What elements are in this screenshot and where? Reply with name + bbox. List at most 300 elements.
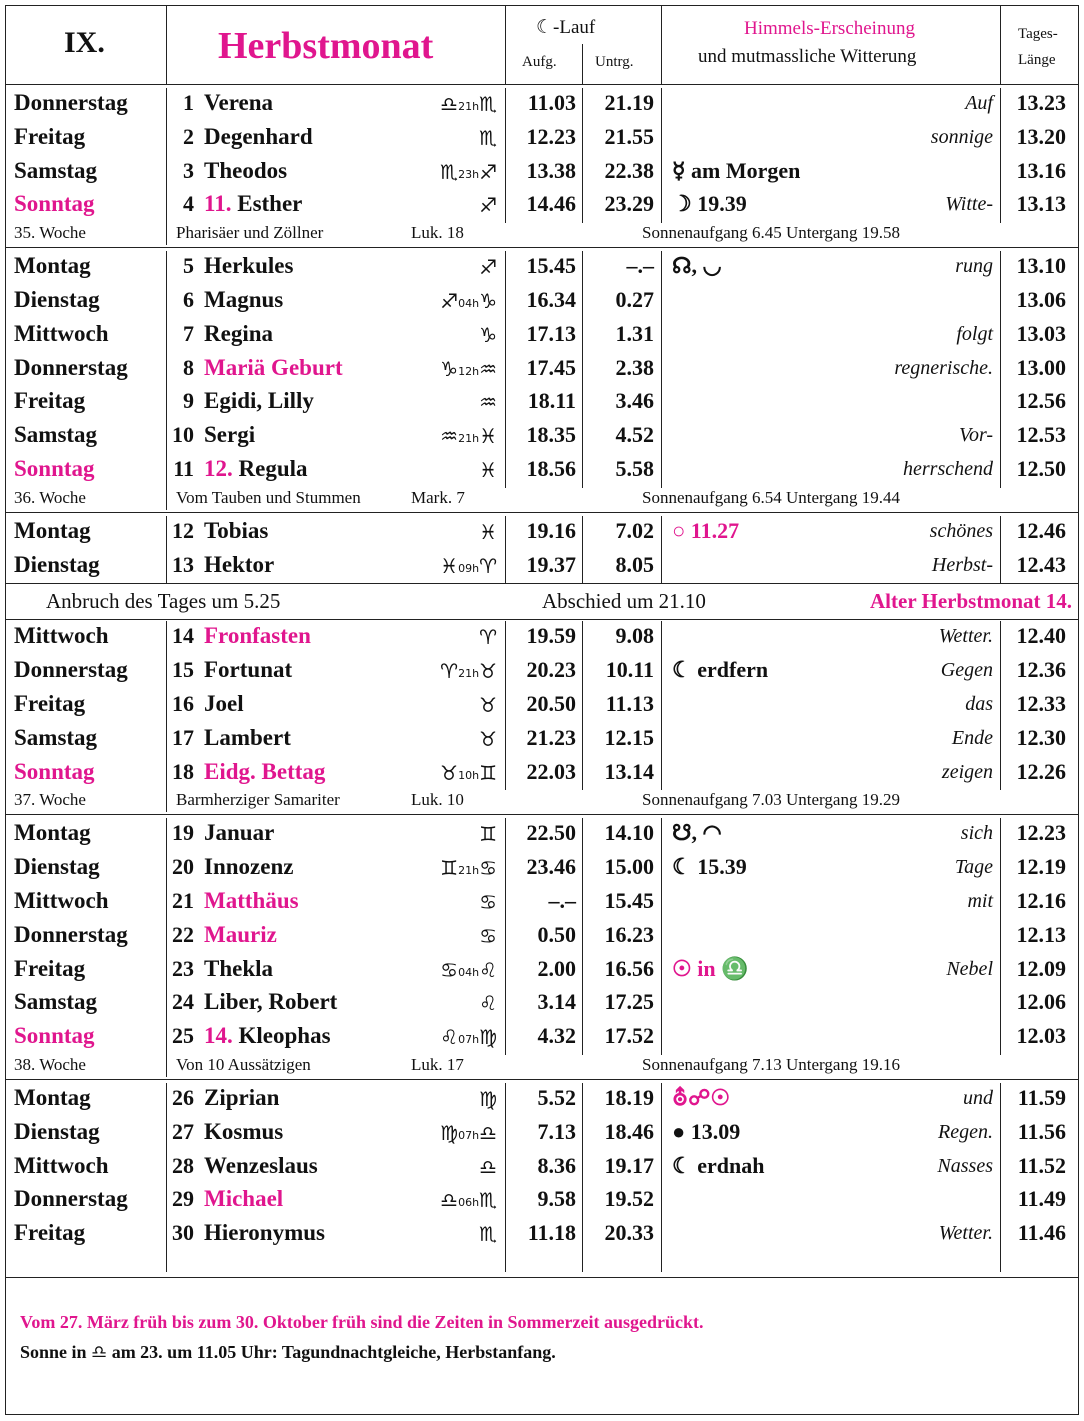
moon-set-time: 1.31 — [615, 320, 654, 346]
day-length: 13.10 — [1016, 253, 1066, 279]
saint-name-cell — [204, 287, 283, 313]
weekday-label: Donnerstag — [14, 354, 128, 380]
day-length: 12.03 — [1016, 1023, 1066, 1049]
weather-text: Vor- — [958, 424, 993, 447]
day-number: 13 — [172, 551, 194, 577]
zodiac-from-icon: ♒ — [440, 424, 459, 449]
saint-name-cell — [204, 388, 314, 414]
weekday-label: Sonntag — [14, 758, 95, 784]
zodiac-cell — [479, 255, 497, 279]
moon-set-time: 7.02 — [615, 517, 654, 543]
moon-rise-time: 17.13 — [526, 320, 576, 346]
zodiac-icon: ♐ — [479, 193, 497, 218]
zodiac-from-icon: ♋ — [440, 957, 459, 982]
set-header: Untrg. — [595, 54, 634, 70]
moon-set-time: 20.33 — [604, 1220, 654, 1246]
zodiac-cell — [479, 520, 497, 544]
saint-name: Mauriz — [204, 921, 277, 947]
weekday-label: Freitag — [14, 955, 86, 981]
day-length: 11.52 — [1017, 1152, 1066, 1178]
zodiac-change-time: 23h — [458, 167, 480, 181]
week-label: 37. Woche — [14, 790, 86, 810]
day-number: 20 — [172, 854, 194, 880]
zodiac-icon: ♐ — [479, 159, 497, 184]
zodiac-change-time: 04h — [458, 297, 480, 310]
moon-rise-time: 12.23 — [526, 123, 576, 149]
day-length: 11.59 — [1017, 1085, 1066, 1110]
sunrise-sunset: Sonnenaufgang 7.03 Untergang 19.29 — [642, 790, 900, 810]
moon-rise-time: 11.18 — [527, 1220, 576, 1246]
saint-name: Matthäus — [204, 888, 299, 913]
celestial-event: ⛢☍☉ — [672, 1085, 731, 1110]
moon-rise-time: 8.36 — [537, 1152, 576, 1178]
saint-name: Ziprian — [204, 1085, 280, 1110]
weekday-label: Mittwoch — [14, 1152, 109, 1178]
zodiac-cell — [440, 1025, 497, 1049]
saint-name-cell — [204, 518, 268, 544]
zodiac-cell — [479, 126, 497, 150]
saint-name-cell — [204, 759, 325, 785]
moon-set-time: 17.25 — [604, 989, 654, 1015]
day-number: 22 — [172, 921, 194, 947]
zodiac-from-icon: ♓ — [440, 553, 459, 578]
weekday-label: Donnerstag — [14, 90, 128, 115]
zodiac-change-time: 06h — [458, 1196, 480, 1210]
zodiac-icon: ♎ — [479, 1154, 497, 1179]
gospel-reference: Mark. 7 — [411, 487, 465, 507]
moon-set-time: 19.17 — [604, 1152, 654, 1178]
day-number: 6 — [183, 287, 194, 312]
moon-rise-time: 15.45 — [526, 253, 576, 279]
saint-name: Egidi, Lilly — [204, 388, 314, 414]
weekday-label: Sonntag — [14, 456, 95, 481]
weekday-label: Donnerstag — [14, 1186, 128, 1212]
weekday-label: Donnerstag — [14, 657, 128, 683]
gospel-reference: Luk. 10 — [411, 790, 464, 810]
month-title: Herbstmonat — [218, 25, 434, 67]
moon-rise-time: 19.59 — [526, 623, 576, 649]
zodiac-icon: ♒ — [479, 356, 497, 381]
celestial-event: ☾ erdnah — [672, 1152, 765, 1178]
zodiac-change-time: 10h — [458, 768, 480, 782]
zodiac-icon: ♓ — [479, 458, 497, 482]
day-number: 18 — [172, 758, 194, 784]
saint-name: Hieronymus — [204, 1220, 325, 1246]
day-length: 13.20 — [1016, 123, 1066, 149]
equinox-note-text: am 23. um 11.05 Uhr: Tagundnachtgleiche, Herbstanfang. — [111, 1342, 556, 1362]
weekday-label: Montag — [14, 253, 91, 279]
saint-name-cell — [204, 1085, 279, 1111]
weather-text: sonnige — [930, 125, 993, 148]
day-length: 12.43 — [1016, 551, 1066, 577]
sunday-number: 12. — [204, 456, 233, 481]
zodiac-change-time: 21h — [458, 667, 480, 681]
zodiac-from-icon: ♊ — [440, 856, 459, 881]
saint-name: Theodos — [204, 157, 288, 183]
zodiac-cell — [479, 890, 497, 914]
moon-set-time: 16.23 — [604, 921, 654, 947]
saint-name-cell — [204, 158, 287, 184]
zodiac-from-icon: ♌ — [440, 1025, 459, 1050]
day-length: 12.13 — [1016, 921, 1066, 947]
moon-rise-time: 14.46 — [526, 191, 576, 217]
celestial-event: ☿ am Morgen — [672, 157, 801, 183]
zodiac-icon: ♌ — [479, 957, 497, 982]
weekday-label: Samstag — [14, 157, 98, 183]
zodiac-from-icon: ♉ — [440, 760, 459, 785]
saint-name-cell — [204, 820, 274, 846]
moon-set-time: 9.08 — [615, 623, 654, 649]
weather-text: Nebel — [946, 957, 993, 980]
moon-rise-time: 22.50 — [526, 820, 576, 846]
gospel-text: Barmherziger Samariter — [176, 790, 340, 810]
weekday-label: Dienstag — [14, 287, 100, 312]
celestial-event: ☾ 15.39 — [672, 854, 747, 880]
day-length: 12.36 — [1016, 657, 1066, 683]
moon-set-time: 3.46 — [615, 388, 654, 414]
zodiac-cell — [440, 659, 497, 683]
moon-rise-time: 2.00 — [537, 955, 576, 981]
zodiac-icon: ♐ — [479, 255, 497, 280]
moon-rise-time: 19.37 — [526, 551, 576, 577]
zodiac-icon: ♊ — [479, 760, 497, 785]
moon-rise-time: 17.45 — [526, 354, 576, 380]
moon-rise-time: 20.50 — [526, 691, 576, 716]
equinox-note-prefix: Sonne in — [20, 1342, 87, 1362]
daylength-header-1: Tages- — [1018, 26, 1058, 42]
weekday-label: Samstag — [14, 724, 98, 750]
gospel-text: Von 10 Aussätzigen — [176, 1055, 311, 1074]
day-number: 8 — [183, 354, 194, 380]
old-month-note: Alter Herbstmonat 14. — [870, 589, 1072, 614]
weather-text: Herbst- — [931, 553, 993, 576]
saint-name: Lambert — [204, 724, 291, 750]
dawn-text: Anbruch des Tages um 5.25 — [46, 589, 281, 614]
month-roman-numeral: IX. — [64, 26, 105, 59]
weather-text: rung — [955, 255, 993, 278]
day-length: 12.50 — [1016, 456, 1066, 481]
zodiac-icon: ♋ — [479, 923, 497, 948]
moon-rise-time: 20.23 — [526, 657, 576, 683]
day-number: 19 — [172, 820, 194, 846]
day-length: 12.46 — [1016, 517, 1066, 543]
saint-name: Wenzeslaus — [204, 1152, 318, 1178]
saint-name: Verena — [204, 90, 273, 115]
zodiac-cell — [479, 1087, 497, 1111]
moon-rise-time: 0.50 — [537, 921, 576, 947]
day-number: 21 — [172, 888, 194, 913]
zodiac-icon: ♈ — [479, 553, 497, 578]
saint-name: Thekla — [204, 955, 274, 981]
zodiac-from-icon: ♈ — [440, 659, 459, 684]
saint-name-cell — [204, 355, 343, 381]
saint-name-cell — [204, 90, 273, 116]
zodiac-cell — [440, 958, 497, 982]
weather-text: mit — [967, 890, 993, 912]
saint-name-cell — [204, 124, 313, 150]
day-length: 12.26 — [1016, 758, 1066, 784]
saint-name: Joel — [204, 691, 244, 716]
day-number: 12 — [172, 517, 194, 543]
day-number: 24 — [172, 989, 194, 1015]
weather-text: regnerische. — [894, 356, 993, 379]
day-length: 11.46 — [1017, 1220, 1066, 1246]
zodiac-change-time: 21h — [458, 100, 480, 113]
weekday-label: Mittwoch — [14, 888, 109, 913]
saint-name: Regina — [204, 320, 273, 346]
day-length: 13.00 — [1016, 354, 1066, 380]
weekday-label: Samstag — [14, 989, 98, 1015]
weather-text: schönes — [929, 519, 993, 542]
saint-name-cell — [204, 456, 308, 482]
saint-name-cell — [204, 253, 293, 279]
summer-time-note: Vom 27. März früh bis zum 30. Oktober früh sind die Zeiten in Sommerzeit ausgedrückt. — [20, 1312, 704, 1332]
day-number: 5 — [183, 253, 194, 279]
saint-name: Magnus — [204, 287, 284, 312]
day-number: 7 — [183, 320, 194, 346]
zodiac-icon: ♏ — [479, 125, 497, 150]
day-length: 12.30 — [1016, 724, 1066, 750]
weekday-label: Freitag — [14, 388, 86, 414]
zodiac-from-icon: ♐ — [440, 289, 459, 313]
weather-text: Gegen — [940, 659, 993, 682]
weekday-label: Sonntag — [14, 1023, 95, 1049]
weekday-label: Montag — [14, 820, 91, 846]
zodiac-change-time: 21h — [458, 432, 480, 446]
moon-set-time: 11.13 — [605, 691, 654, 716]
moon-rise-time: 7.13 — [537, 1118, 576, 1144]
zodiac-cell — [479, 924, 497, 948]
weekday-label: Sonntag — [14, 191, 95, 217]
sunday-number: 11. — [204, 191, 232, 217]
day-length: 12.40 — [1016, 623, 1066, 649]
moon-rise-time: 4.32 — [537, 1023, 576, 1049]
celestial-event: ☾ erdfern — [672, 657, 769, 683]
farewell-text: Abschied um 21.10 — [542, 589, 706, 614]
saint-name-cell — [204, 888, 299, 914]
zodiac-cell — [479, 822, 497, 846]
zodiac-from-icon: ♑ — [440, 356, 459, 381]
day-number: 25 — [172, 1023, 194, 1049]
weather-text: Auf — [965, 92, 993, 114]
equinox-note — [20, 1342, 556, 1363]
zodiac-cell — [479, 727, 497, 751]
day-length: 11.49 — [1017, 1186, 1066, 1212]
zodiac-change-time: 12h — [458, 364, 480, 378]
day-number: 27 — [172, 1118, 194, 1144]
day-length: 12.06 — [1016, 989, 1066, 1015]
moon-set-time: 2.38 — [615, 354, 654, 380]
events-header: Himmels-Erscheinung — [744, 18, 915, 39]
zodiac-cell — [479, 625, 497, 649]
saint-name: Kosmus — [204, 1118, 284, 1144]
zodiac-change-time: 07h — [458, 1033, 480, 1047]
saint-name: Liber, Robert — [204, 989, 338, 1015]
celestial-event: ☉ in ♎ — [672, 955, 749, 981]
zodiac-icon: ♑ — [479, 322, 497, 347]
weather-text: das — [965, 693, 993, 715]
moon-set-time: 10.11 — [605, 657, 654, 683]
moon-rise-time: 18.56 — [526, 456, 576, 481]
zodiac-cell — [479, 1222, 497, 1246]
zodiac-icon: ♉ — [479, 659, 497, 684]
moon-set-time: 4.52 — [615, 422, 654, 448]
weather-text: Ende — [951, 726, 993, 749]
day-length: 12.33 — [1016, 691, 1066, 716]
weekday-label: Montag — [14, 1085, 91, 1110]
saint-name: Fronfasten — [204, 623, 311, 649]
saint-name: Kleophas — [238, 1023, 331, 1049]
celestial-event: ● 13.09 — [672, 1118, 741, 1144]
day-number: 1 — [183, 90, 194, 115]
day-number: 26 — [172, 1085, 194, 1110]
moon-set-time: 18.19 — [604, 1085, 654, 1110]
gospel-reference: Luk. 17 — [411, 1055, 464, 1074]
day-number: 14 — [172, 623, 194, 649]
weekday-label: Mittwoch — [14, 623, 109, 649]
moon-rise-time: 16.34 — [526, 287, 576, 312]
zodiac-icon: ♍ — [479, 1025, 497, 1050]
zodiac-change-time: 07h — [458, 1128, 480, 1142]
weather-text: folgt — [956, 322, 993, 345]
weather-text: Regen. — [938, 1120, 993, 1143]
zodiac-icon: ♒ — [479, 390, 497, 415]
day-number: 28 — [172, 1152, 194, 1178]
day-length: 13.23 — [1016, 90, 1066, 115]
moon-lauf-label: ☾-Lauf — [536, 17, 596, 38]
zodiac-from-icon: ♏ — [440, 159, 459, 184]
weekday-label: Dienstag — [14, 854, 100, 880]
zodiac-cell — [479, 693, 497, 717]
zodiac-icon: ♊ — [479, 822, 497, 847]
weekday-label: Mittwoch — [14, 320, 109, 346]
day-number: 15 — [172, 657, 194, 683]
zodiac-icon: ♉ — [479, 693, 497, 717]
weather-text: Nasses — [937, 1154, 993, 1177]
saint-name-cell — [204, 623, 311, 649]
weekday-label: Samstag — [14, 422, 98, 448]
day-length: 13.13 — [1016, 191, 1066, 217]
day-length: 12.09 — [1016, 955, 1066, 981]
day-number: 17 — [172, 724, 194, 750]
zodiac-cell — [440, 357, 497, 381]
saint-name: Degenhard — [204, 123, 313, 149]
day-length: 11.56 — [1017, 1118, 1066, 1144]
zodiac-cell — [440, 424, 497, 448]
moon-rise-time: –.– — [548, 888, 576, 913]
weekday-label: Freitag — [14, 691, 86, 716]
zodiac-icon: ♌ — [479, 991, 497, 1016]
saint-name: Sergi — [204, 422, 256, 448]
zodiac-change-time: 21h — [458, 864, 480, 878]
saint-name-cell — [204, 922, 277, 948]
zodiac-cell — [479, 991, 497, 1015]
moon-set-time: 19.52 — [604, 1186, 654, 1212]
zodiac-cell — [440, 554, 497, 578]
week-label: 38. Woche — [14, 1055, 86, 1074]
weekday-label: Montag — [14, 517, 91, 543]
saint-name-cell — [204, 1220, 325, 1246]
zodiac-cell — [440, 856, 497, 880]
moon-set-time: 18.46 — [604, 1118, 654, 1144]
gospel-reference: Luk. 18 — [411, 223, 464, 243]
moon-set-time: 13.14 — [604, 758, 654, 784]
saint-name-cell — [204, 657, 292, 683]
zodiac-from-icon: ♎ — [440, 92, 459, 116]
zodiac-cell — [479, 458, 497, 482]
weekday-label: Dienstag — [14, 1118, 100, 1144]
weather-text: zeigen — [941, 760, 993, 783]
saint-name-cell — [204, 1186, 283, 1212]
zodiac-cell — [440, 92, 497, 116]
gospel-text: Pharisäer und Zöllner — [176, 223, 324, 243]
day-length: 12.16 — [1016, 888, 1066, 913]
zodiac-cell — [440, 289, 497, 313]
day-number: 10 — [172, 422, 194, 448]
zodiac-icon: ♓ — [479, 519, 497, 544]
moon-set-time: 8.05 — [615, 551, 654, 577]
moon-set-time: 5.58 — [615, 456, 654, 481]
moon-rise-time: 22.03 — [526, 758, 576, 784]
moon-set-time: 12.15 — [604, 724, 654, 750]
zodiac-icon: ♎ — [479, 1120, 497, 1145]
celestial-event: ☽ 19.39 — [672, 191, 747, 217]
day-length: 12.56 — [1016, 388, 1066, 414]
zodiac-cell — [479, 390, 497, 414]
saint-name-cell — [204, 1153, 318, 1179]
zodiac-cell — [440, 1188, 497, 1212]
moon-set-time: 0.27 — [615, 287, 654, 312]
saint-name: Eidg. Bettag — [204, 758, 326, 784]
moon-set-time: –.– — [626, 253, 654, 279]
weather-header: und mutmassliche Witterung — [698, 46, 917, 67]
day-number: 9 — [183, 388, 194, 414]
zodiac-icon: ♍ — [479, 1087, 497, 1111]
saint-name-cell — [204, 854, 293, 880]
weekday-label: Donnerstag — [14, 921, 128, 947]
saint-name-cell — [204, 989, 337, 1015]
zodiac-icon: ♏ — [479, 92, 497, 116]
weather-text: Wetter. — [938, 1222, 993, 1245]
day-number: 30 — [172, 1220, 194, 1246]
zodiac-change-time: 09h — [458, 561, 480, 575]
moon-set-time: 21.55 — [604, 123, 654, 149]
day-length: 12.53 — [1016, 422, 1066, 448]
celestial-event: ○ 11.27 — [672, 517, 740, 543]
weekday-label: Dienstag — [14, 551, 100, 577]
weather-text: Wetter. — [938, 625, 993, 648]
saint-name-cell — [204, 691, 244, 717]
saint-name-cell — [204, 1023, 331, 1049]
saint-name-cell — [204, 725, 291, 751]
moon-rise-time: 13.38 — [526, 157, 576, 183]
zodiac-cell — [440, 160, 497, 184]
saint-name: Regula — [238, 456, 308, 481]
day-length: 12.23 — [1016, 820, 1066, 846]
daylength-header-2: Länge — [1018, 52, 1056, 68]
moon-set-time: 23.29 — [604, 191, 654, 217]
zodiac-cell — [479, 1155, 497, 1179]
weather-text: und — [963, 1087, 993, 1109]
saint-name-cell — [204, 191, 302, 217]
zodiac-icon: ♈ — [479, 625, 497, 650]
moon-set-time: 15.00 — [604, 854, 654, 880]
moon-rise-time: 11.03 — [527, 90, 576, 115]
saint-name-cell — [204, 552, 274, 578]
day-length: 12.19 — [1016, 854, 1066, 880]
zodiac-change-time: 04h — [458, 965, 480, 979]
weekday-label: Freitag — [14, 1220, 86, 1246]
